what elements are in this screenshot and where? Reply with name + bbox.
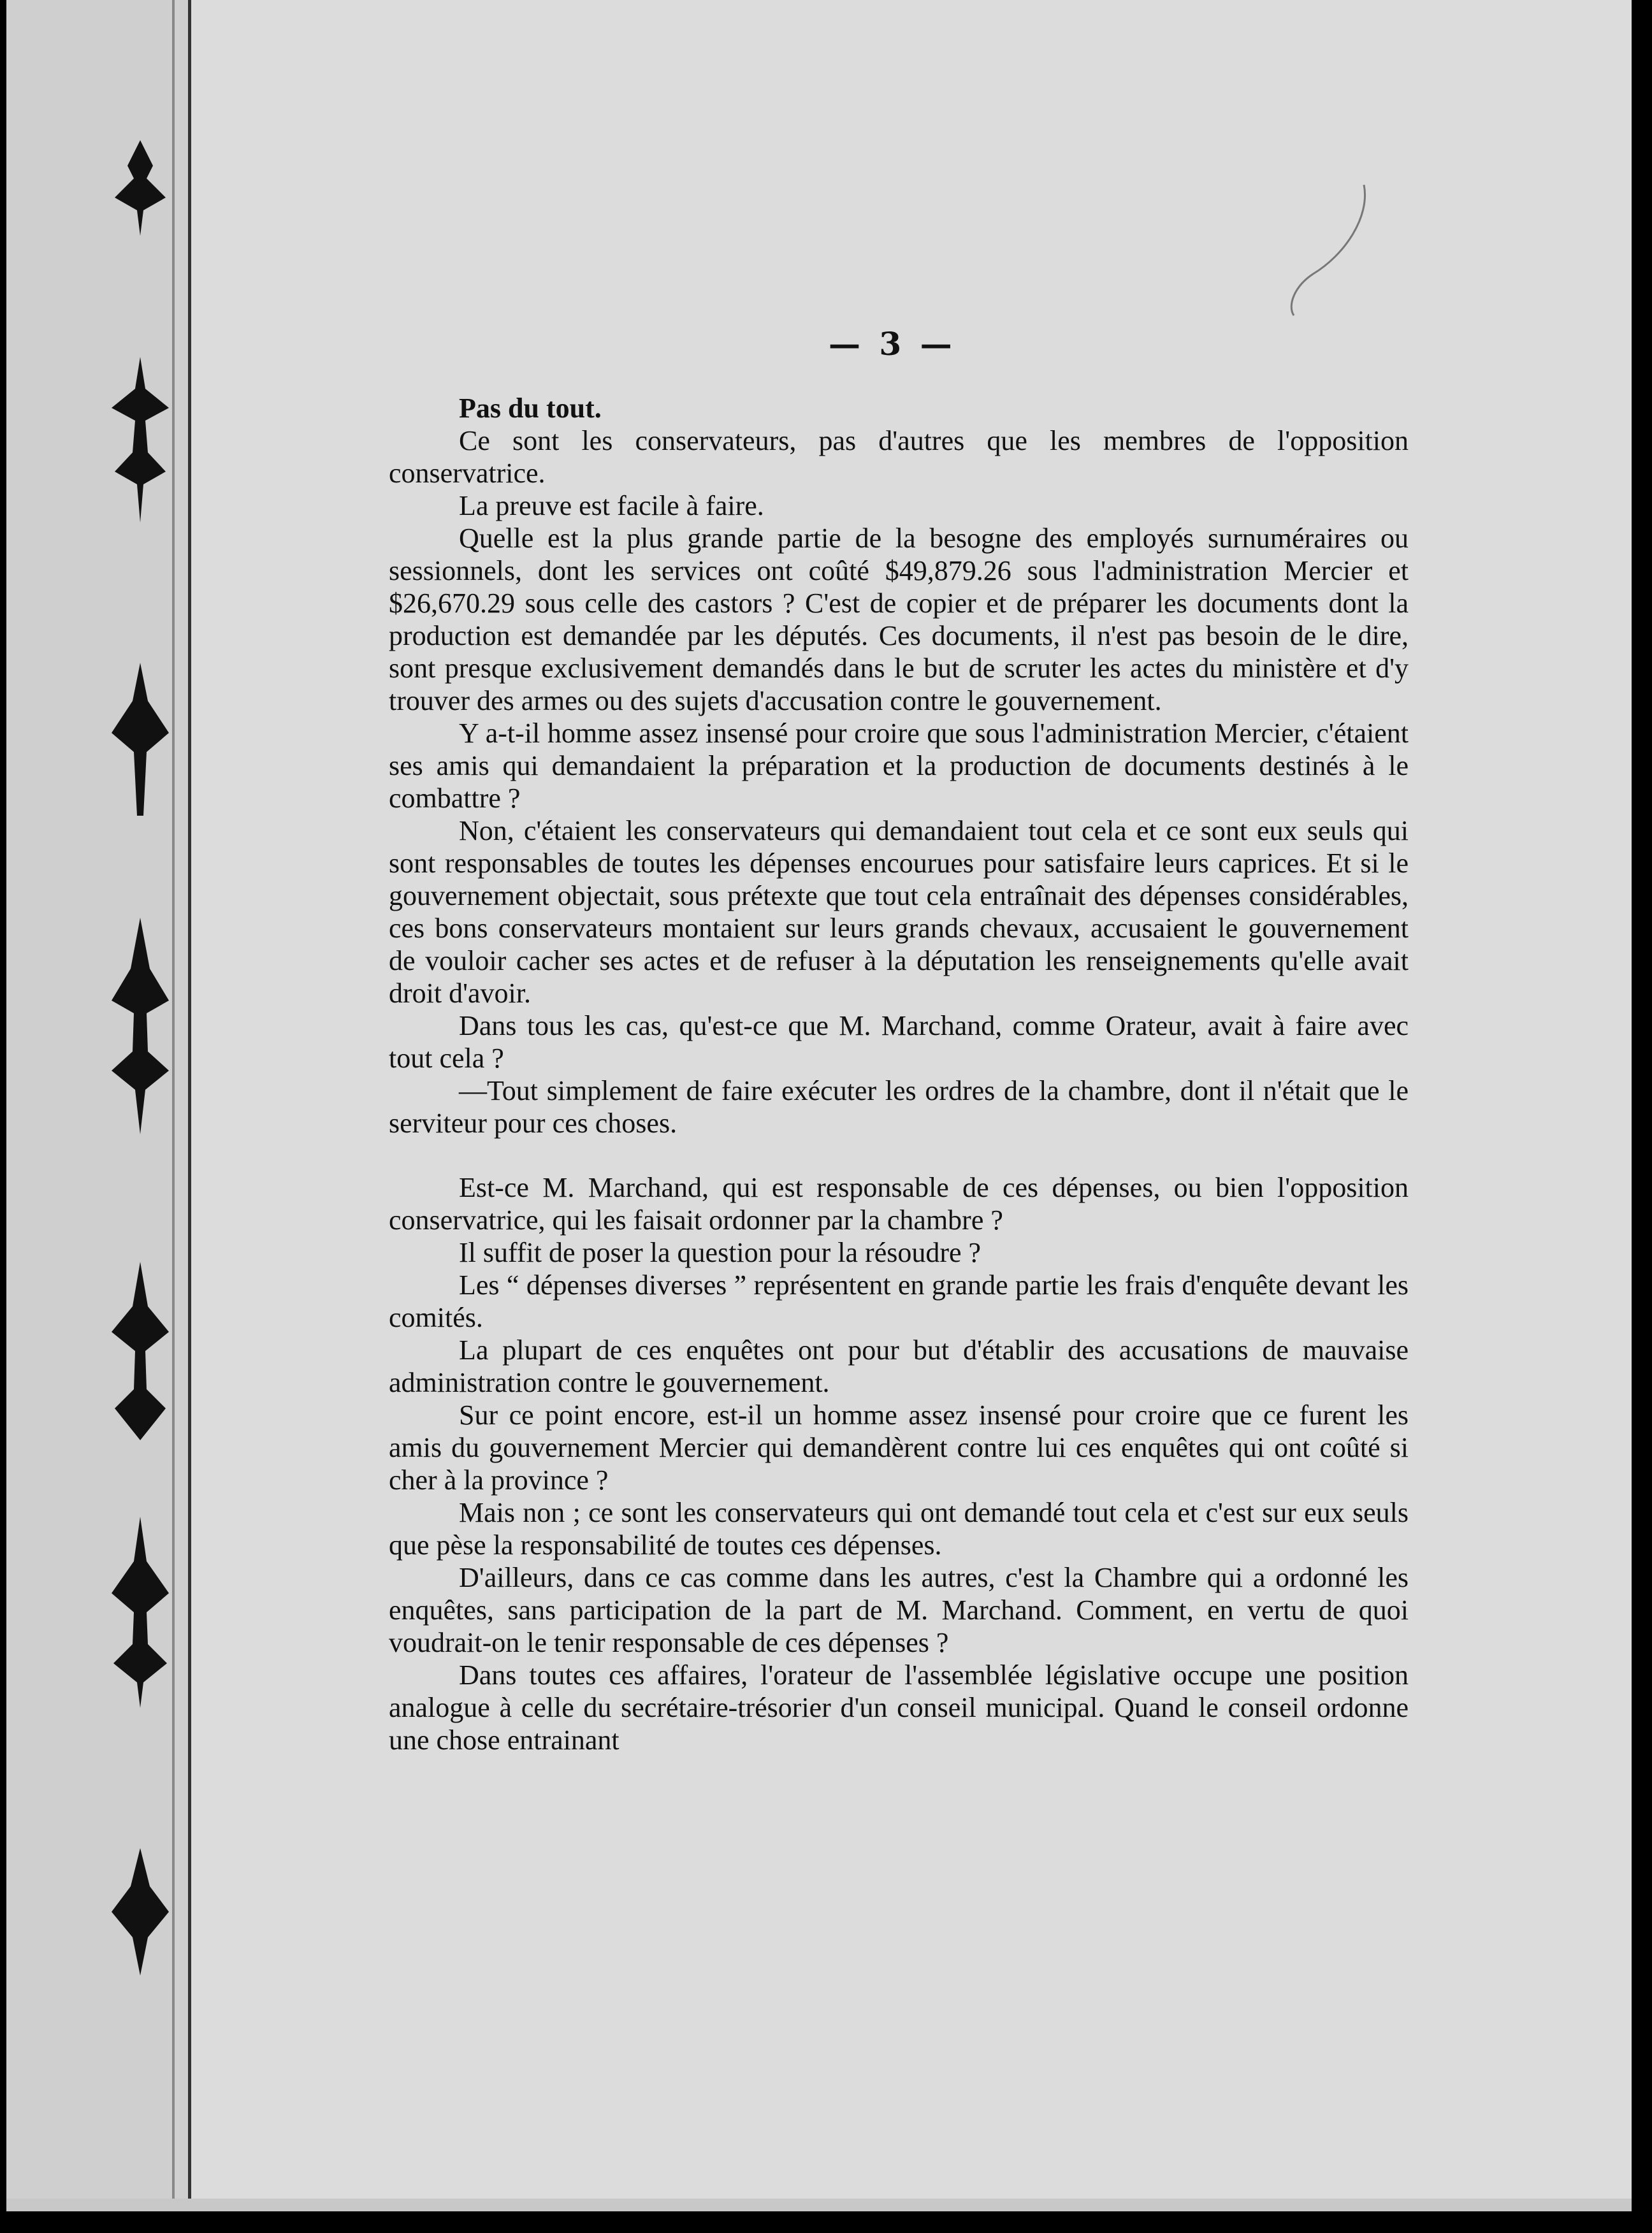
- binding-ornament: [96, 1517, 185, 1708]
- body-text: [389, 392, 1409, 1756]
- binding-ornament: [96, 663, 185, 816]
- paragraph: Ce sont les conservateurs, pas d'autres que les membres de l'opposition conservatrice.: [389, 425, 1409, 489]
- paragraph: Pas du tout.: [459, 393, 602, 424]
- paragraph: Mais non ; ce sont les conservateurs qui ont demandé tout cela et c'est sur eux seuls que pèse la responsabilité de toutes ces dépenses.: [389, 1497, 1409, 1561]
- paragraph: Il suffit de poser la question pour la résoudre ?: [459, 1237, 982, 1268]
- page-number: — 3 —: [829, 325, 956, 363]
- paragraph: Quelle est la plus grande partie de la besogne des employés surnuméraires ou sessionnels, dont les services ont coûté $49,879.26 sous l'administration Mercier et $26,670.29 sous celle des castors ? C'est de copier et de préparer les documents dont la production est demandée par les députés. Ces documents, il n'est pas besoin de le dire, sont presque exclusivement demandés dans le but de scruter les actes du ministère et d'y trouver des armes ou des sujets d'accusation contre le gouvernement.: [389, 523, 1409, 716]
- paragraph: —Tout simplement de faire exécuter les ordres de la chambre, dont il n'était que le serviteur pour ces choses.: [389, 1075, 1409, 1139]
- paragraph: Non, c'étaient les conservateurs qui demandaient tout cela et ce sont eux seuls qui sont responsables de toutes les dépenses encourues pour satisfaire leurs caprices. Et si le gouvernement objectait, sous prétexte que tout cela entraînait des dépenses considérables, ces bons conservateurs montaient sur leurs grands chevaux, accusaient le gouvernement de vouloir cacher ses actes et de refuser à la députation les renseignements qu'elle avait droit d'avoir.: [389, 815, 1409, 1009]
- paragraph: Y a-t-il homme assez insensé pour croire que sous l'administration Mercier, c'étaient ses amis qui demandaient la préparation et la production de documents destinés à le combattre ?: [389, 718, 1409, 814]
- binding-ornament: [96, 1848, 185, 1976]
- paragraph: Dans toutes ces affaires, l'orateur de l'assemblée législative occupe une position analogue à celle du secrétaire-trésorier d'un conseil municipal. Quand le conseil ordonne une chose entrainant: [389, 1659, 1409, 1756]
- paragraph: Sur ce point encore, est-il un homme assez insensé pour croire que ce furent les amis du gouvernement Mercier qui demandèrent contre lui ces enquêtes qui ont coûté si cher à la province ?: [389, 1399, 1409, 1496]
- page-bottom-edge: [6, 2199, 1632, 2211]
- binding-ornament: [96, 918, 185, 1134]
- paragraph: D'ailleurs, dans ce cas comme dans les autres, c'est la Chambre qui a ordonné les enquêtes, sans participation de la part de M. Marchand. Comment, en vertu de quoi voudrait-on le tenir responsable de ces dépenses ?: [389, 1562, 1409, 1658]
- binding-ornament: [96, 1262, 185, 1440]
- binding-ornament: [96, 140, 185, 236]
- binding-ornament: [96, 357, 185, 523]
- paragraph: La plupart de ces enquêtes ont pour but d'établir des accusations de mauvaise administration contre le gouvernement.: [389, 1334, 1409, 1398]
- paragraph: Est-ce M. Marchand, qui est responsable de ces dépenses, ou bien l'opposition conservatrice, qui les faisait ordonner par la chambre ?: [389, 1172, 1409, 1236]
- paragraph: Les “ dépenses diverses ” représentent en grande partie les frais d'enquête devant les comités.: [389, 1269, 1409, 1333]
- paragraph: La preuve est facile à faire.: [459, 490, 764, 521]
- scanned-page: [6, 0, 1632, 2211]
- paragraph: Dans tous les cas, qu'est-ce que M. Marchand, comme Orateur, avait à faire avec tout cela ?: [389, 1010, 1409, 1074]
- pencil-mark: [1275, 178, 1377, 319]
